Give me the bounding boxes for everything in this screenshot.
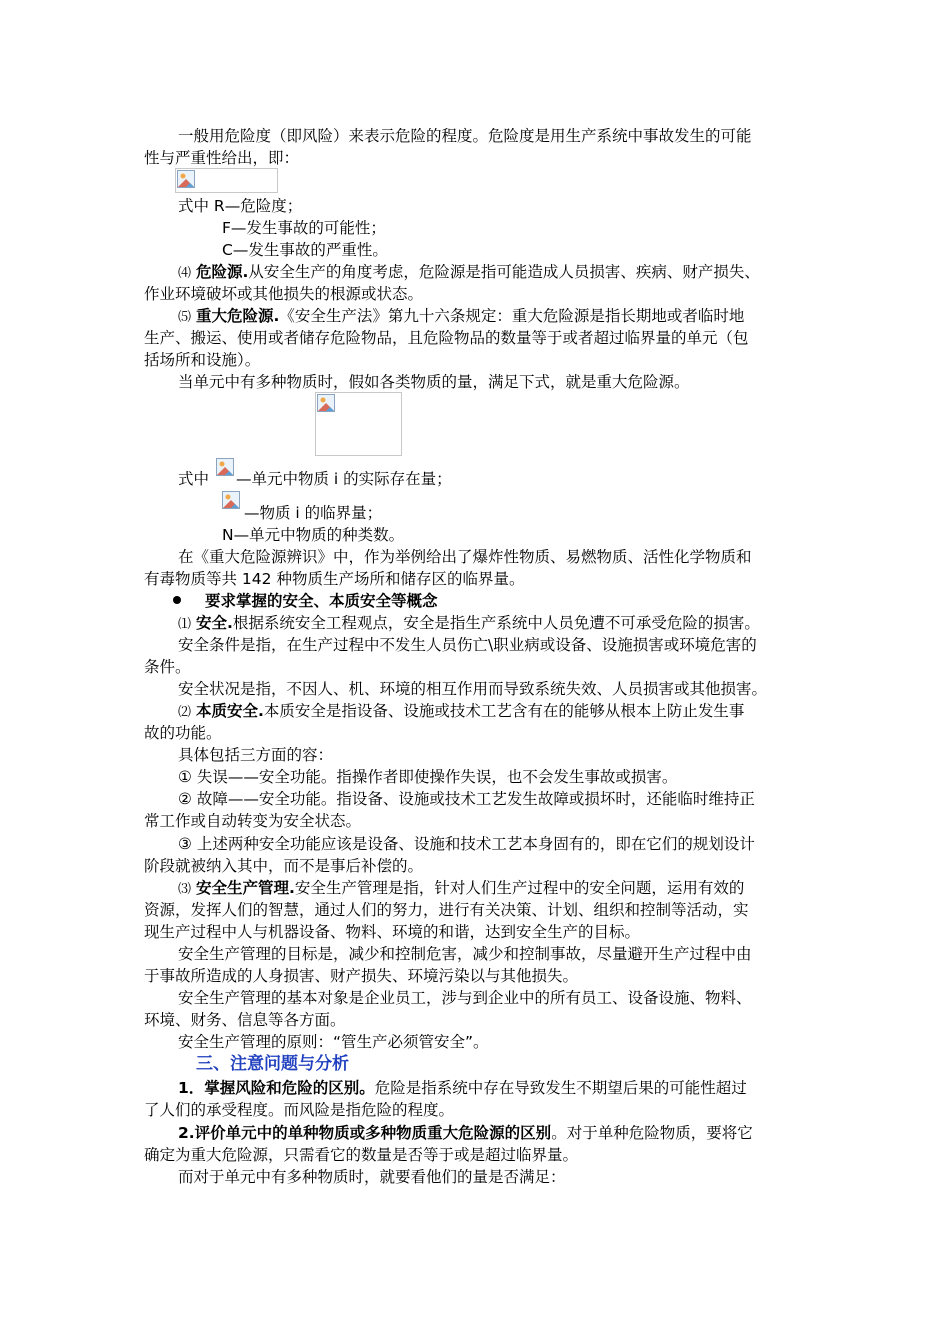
list-item: ② 故障——安全功能。指设备、设施或技术工艺发生故障或损坏时，还能临时维持正 xyxy=(178,790,755,808)
bullet-heading: 要求掌握的安全、本质安全等概念 xyxy=(173,590,438,612)
paragraph-line: 性与严重性给出，即： xyxy=(144,149,300,167)
paragraph-line: 现生产过程中人与机器设备、物料、环境的和谐，达到安全生产的目标。 xyxy=(144,923,641,941)
list-item: ① 失误——安全功能。指操作者即使操作失误，也不会发生事故或损害。 xyxy=(178,768,678,786)
item-major-hazard: ⑸ 重大危险源.《安全生产法》第九十六条规定：重大危险源是指长期地或者临时地 xyxy=(178,307,745,325)
paragraph-line: 阶段就被纳入其中，而不是事后补偿的。 xyxy=(144,857,424,875)
item-intrinsic-safety: ⑵ 本质安全.本质安全是指设备、设施或技术工艺含有在的能够从根本上防止发生事 xyxy=(178,702,745,720)
paragraph-line: 有毒物质等共 142 种物质生产场所和储存区的临界量。 xyxy=(144,570,525,588)
definition-n: N—单元中物质的种类数。 xyxy=(222,526,405,544)
definition-c: C—发生事故的严重性。 xyxy=(222,241,388,259)
paragraph-line: 安全生产管理的原则：“管生产必须管安全”。 xyxy=(178,1033,489,1051)
note-2: 2.评价单元中的单种物质或多种物质重大危险源的区别。对于单种危险物质，要将它 xyxy=(178,1124,753,1142)
paragraph-line: 安全生产管理的基本对象是企业员工，涉与到企业中的所有员工、设备设施、物料、 xyxy=(178,989,752,1007)
paragraph-line: 于事故所造成的人身损害、财产损失、环境污染以与其他损失。 xyxy=(144,967,579,985)
paragraph-line: 常工作或自动转变为安全状态。 xyxy=(144,812,362,830)
paragraph-line: 具体包括三方面的容： xyxy=(178,746,334,764)
paragraph-line: 条件。 xyxy=(144,658,191,676)
paragraph-line: 一般用危险度（即风险）来表示危险的程度。危险度是用生产系统中事故发生的可能 xyxy=(178,127,752,145)
formula-image-icon xyxy=(175,168,278,193)
paragraph-line: 安全条件是指，在生产过程中不发生人员伤亡\职业病或设备、设施损害或环境危害的 xyxy=(178,636,757,654)
item-safety-management: ⑶ 安全生产管理.安全生产管理是指，针对人们生产过程中的安全问题，运用有效的 xyxy=(178,879,745,897)
bullet-icon xyxy=(173,596,181,604)
definition-f: F—发生事故的可能性； xyxy=(222,219,386,237)
paragraph-line: 在《重大危险源辨识》中，作为举例给出了爆炸性物质、易燃物质、活性化学物质和 xyxy=(178,548,752,566)
paragraph-line: 括场所和设施）。 xyxy=(144,351,261,369)
paragraph-line: 安全生产管理的目标是，减少和控制危害，减少和控制事故，尽量避开生产过程中由 xyxy=(178,945,752,963)
paragraph-line: 确定为重大危险源，只需看它的数量是否等于或是超过临界量。 xyxy=(144,1146,579,1164)
section-heading: 三、注意问题与分析 xyxy=(196,1054,349,1074)
item-hazard-source: ⑷ 危险源.从安全生产的角度考虑，危险源是指可能造成人员损害、疾病、财产损失、 xyxy=(178,263,760,281)
paragraph-line: 当单元中有多种物质时，假如各类物质的量，满足下式，就是重大危险源。 xyxy=(178,373,690,391)
variable-Q-image-icon xyxy=(221,490,243,516)
definition-q: —单元中物质 i 的实际存在量； xyxy=(236,470,452,488)
paragraph-line: 安全状况是指，不因人、机、环境的相互作用而导致系统失效、人员损害或其他损害。 xyxy=(178,680,768,698)
paragraph-line: 了人们的承受程度。而风险是指危险的程度。 xyxy=(144,1101,455,1119)
paragraph-line: 资源，发挥人们的智慧，通过人们的努力，进行有关决策、计划、组织和控制等活动，实 xyxy=(144,901,749,919)
note-1: 1．掌握风险和危险的区别。危险是指系统中存在导致发生不期望后果的可能性超过 xyxy=(178,1079,747,1097)
formula-image-icon xyxy=(315,392,402,456)
paragraph-line: 而对于单元中有多种物质时，就要看他们的量是否满足： xyxy=(178,1168,566,1186)
definition-r: 式中 R—危险度； xyxy=(178,197,303,215)
list-item: ③ 上述两种安全功能应该是设备、设施和技术工艺本身固有的，即在它们的规划设计 xyxy=(178,835,755,853)
paragraph-line: 故的功能。 xyxy=(144,724,222,742)
definition-Q: —物质 i 的临界量； xyxy=(244,504,383,522)
paragraph-line: 生产、搬运、使用或者储存危险物品，且危险物品的数量等于或者超过临界量的单元（包 xyxy=(144,329,749,347)
paragraph-line: 作业环境破坏或其他损失的根源或状态。 xyxy=(144,285,424,303)
paragraph-line: 环境、财务、信息等各方面。 xyxy=(144,1011,346,1029)
item-safety: ⑴ 安全.根据系统安全工程观点，安全是指生产系统中人员免遭不可承受危险的损害。 xyxy=(178,614,760,632)
definition-prefix: 式中 xyxy=(178,470,210,488)
variable-q-image-icon xyxy=(215,457,235,483)
